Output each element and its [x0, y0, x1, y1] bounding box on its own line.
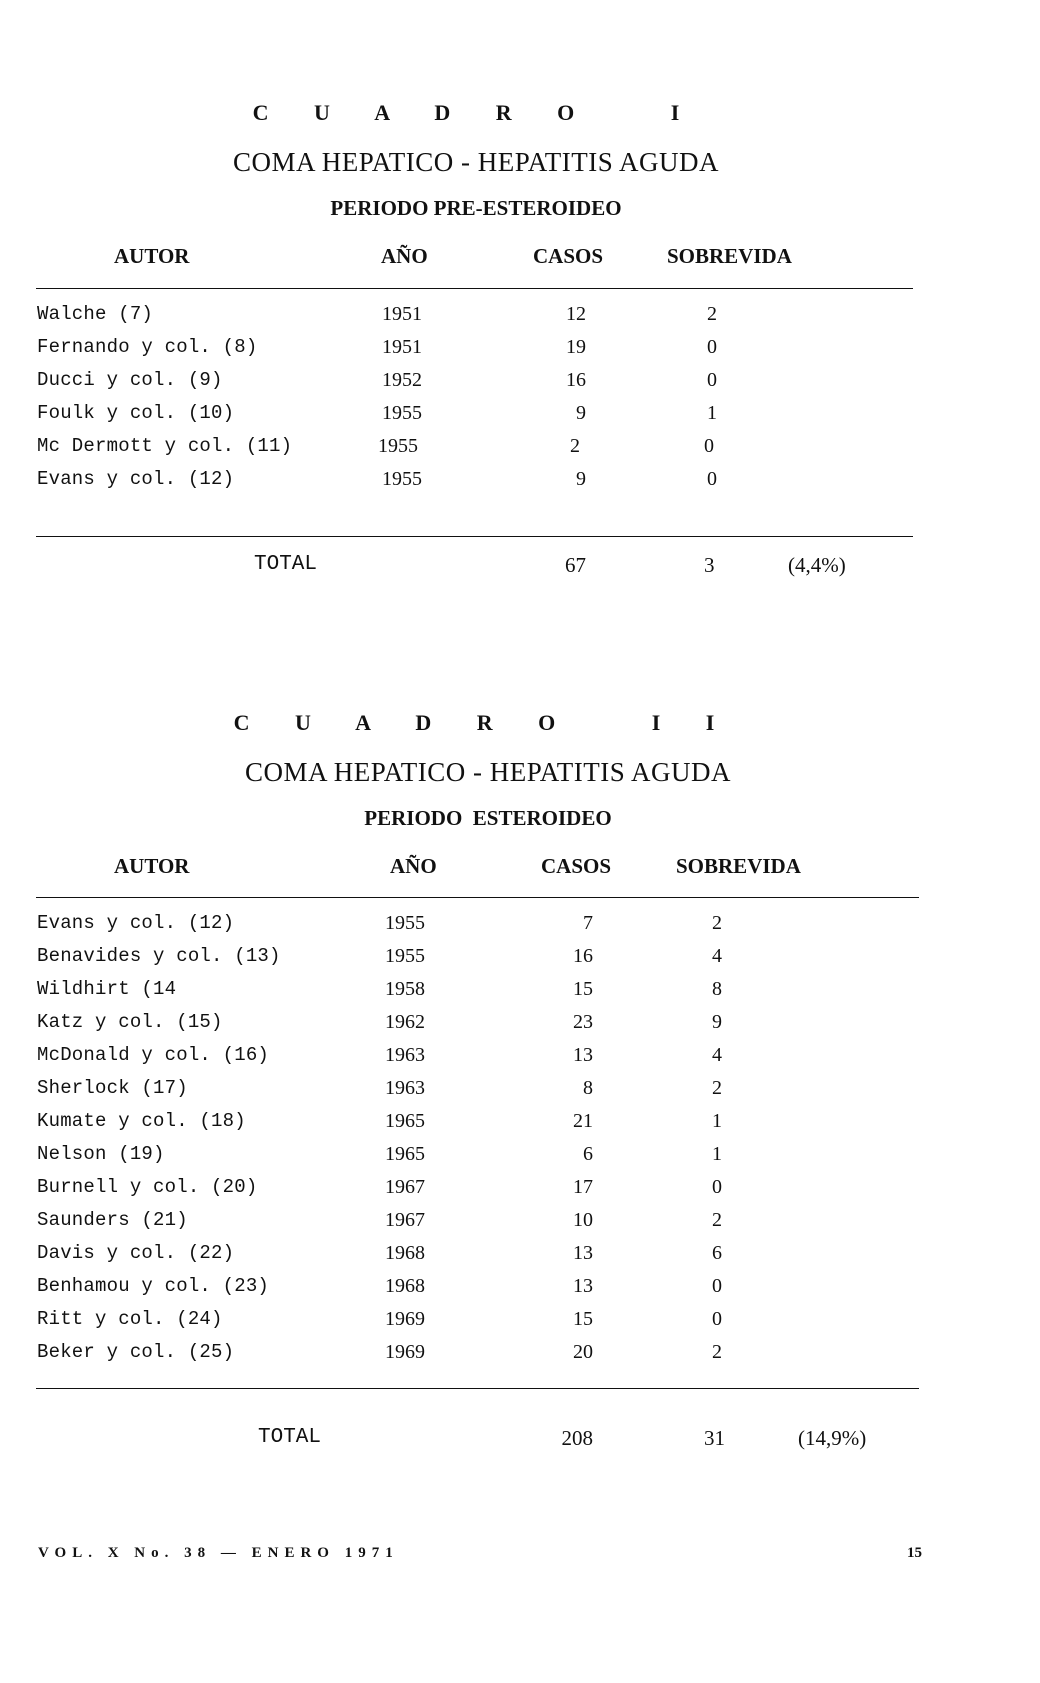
- table-bottom-rule: [36, 1388, 919, 1389]
- table-row: [36, 1044, 916, 1078]
- cell-sobrevida: 0: [712, 1308, 722, 1330]
- total-label: TOTAL: [254, 553, 318, 576]
- table-row: [36, 1341, 916, 1375]
- cuadro-2-heading: C U A D R O I I: [233, 710, 735, 735]
- table-row: [36, 468, 916, 502]
- cell-ano: 1969: [385, 1308, 425, 1330]
- cell-casos: 20: [573, 1341, 593, 1363]
- cell-sobrevida: 8: [712, 978, 722, 1000]
- cell-sobrevida: 0: [707, 336, 717, 358]
- cell-autor: Kumate y col. (18): [37, 1110, 246, 1132]
- cell-sobrevida: 6: [712, 1242, 722, 1264]
- cell-sobrevida: 1: [712, 1143, 722, 1165]
- cell-autor: Walche (7): [37, 303, 154, 325]
- cell-autor: Benavides y col. (13): [37, 945, 281, 967]
- cell-ano: 1955: [385, 912, 425, 934]
- table-top-rule: [36, 288, 913, 289]
- cell-casos: 19: [566, 336, 586, 358]
- cell-sobrevida: 4: [712, 1044, 722, 1066]
- cell-autor: Saunders (21): [37, 1209, 188, 1231]
- table-row: [36, 1209, 916, 1243]
- cell-autor: Evans y col. (12): [37, 468, 235, 490]
- cell-sobrevida: 2: [707, 303, 717, 325]
- cell-autor: Katz y col. (15): [37, 1011, 223, 1033]
- cell-casos: 13: [573, 1242, 593, 1264]
- cell-autor: Foulk y col. (10): [37, 402, 235, 424]
- table-row: [36, 369, 916, 403]
- table-row: [36, 1242, 916, 1276]
- cell-casos: 9: [576, 468, 586, 490]
- cell-ano: 1952: [382, 369, 422, 391]
- table-row: [36, 912, 916, 946]
- cell-ano: 1958: [385, 978, 425, 1000]
- cell-ano: 1955: [385, 945, 425, 967]
- cell-casos: 6: [583, 1143, 593, 1165]
- cell-ano: 1962: [385, 1011, 425, 1033]
- cell-casos: 10: [573, 1209, 593, 1231]
- cell-casos: 21: [573, 1110, 593, 1132]
- cell-ano: 1967: [385, 1209, 425, 1231]
- cell-sobrevida: 0: [704, 435, 714, 457]
- cell-casos: 9: [576, 402, 586, 424]
- cell-ano: 1963: [385, 1044, 425, 1066]
- cell-autor: Burnell y col. (20): [37, 1176, 258, 1198]
- cell-autor: Ducci y col. (9): [37, 369, 223, 391]
- cell-casos: 16: [573, 945, 593, 967]
- table-top-rule: [36, 897, 919, 898]
- cell-sobrevida: 0: [712, 1275, 722, 1297]
- cell-ano: 1951: [382, 303, 422, 325]
- table-row: [36, 1110, 916, 1144]
- cell-casos: 23: [573, 1011, 593, 1033]
- cell-sobrevida: 1: [712, 1110, 722, 1132]
- cell-casos: 2: [570, 435, 580, 457]
- journal-issue: VOL. X No. 38 — ENERO 1971: [38, 1545, 399, 1561]
- cell-ano: 1969: [385, 1341, 425, 1363]
- cell-autor: Evans y col. (12): [37, 912, 235, 934]
- cuadro-1-heading: C U A D R O I: [252, 100, 700, 125]
- cell-autor: Benhamou y col. (23): [37, 1275, 270, 1297]
- col-header-casos: CASOS: [533, 244, 604, 268]
- cell-ano: 1963: [385, 1077, 425, 1099]
- cell-sobrevida: 0: [707, 369, 717, 391]
- cell-casos: 8: [583, 1077, 593, 1099]
- cell-casos: 17: [573, 1176, 593, 1198]
- cell-ano: 1955: [382, 402, 422, 424]
- table-row: [36, 336, 916, 370]
- col-header-casos: CASOS: [541, 854, 612, 878]
- cell-autor: Mc Dermott y col. (11): [37, 435, 293, 457]
- total-sobrevida: 31: [704, 1426, 725, 1450]
- cell-autor: Wildhirt (14: [37, 978, 177, 1000]
- cell-sobrevida: 2: [712, 1077, 722, 1099]
- cuadro-1-subtitle: PERIODO PRE-ESTEROIDEO: [330, 196, 622, 220]
- cell-sobrevida: 0: [712, 1176, 722, 1198]
- cell-casos: 7: [583, 912, 593, 934]
- total-percent: (4,4%): [788, 553, 846, 577]
- cell-ano: 1967: [385, 1176, 425, 1198]
- cell-ano: 1968: [385, 1242, 425, 1264]
- cell-casos: 12: [566, 303, 586, 325]
- cuadro-2-title: COMA HEPATICO - HEPATITIS AGUDA: [244, 757, 732, 787]
- cell-casos: 13: [573, 1044, 593, 1066]
- col-header-sobrevida: SOBREVIDA: [676, 854, 801, 878]
- table-row: [36, 1176, 916, 1210]
- cell-casos: 15: [573, 978, 593, 1000]
- cell-sobrevida: 9: [712, 1011, 722, 1033]
- col-header-autor: AUTOR: [114, 244, 190, 268]
- table-row: [36, 435, 916, 469]
- cell-sobrevida: 4: [712, 945, 722, 967]
- page-number: 15: [907, 1545, 922, 1561]
- table-row: [36, 978, 916, 1012]
- cell-autor: Nelson (19): [37, 1143, 165, 1165]
- cell-ano: 1968: [385, 1275, 425, 1297]
- col-header-ano: AÑO: [381, 244, 428, 268]
- col-header-ano: AÑO: [390, 854, 437, 878]
- cuadro-2-subtitle: PERIODO ESTEROIDEO: [364, 806, 612, 830]
- cell-ano: 1951: [382, 336, 422, 358]
- table-row: [36, 1011, 916, 1045]
- total-casos: 208: [561, 1426, 593, 1450]
- table-row: [36, 945, 916, 979]
- table-row: [36, 402, 916, 436]
- cell-sobrevida: 0: [707, 468, 717, 490]
- cell-sobrevida: 1: [707, 402, 717, 424]
- total-sobrevida: 3: [704, 553, 715, 577]
- table-row: [36, 1308, 916, 1342]
- cell-ano: 1955: [378, 435, 418, 457]
- cell-casos: 13: [573, 1275, 593, 1297]
- cell-autor: Ritt y col. (24): [37, 1308, 223, 1330]
- total-label: TOTAL: [258, 1426, 322, 1449]
- total-percent: (14,9%): [798, 1426, 867, 1450]
- col-header-sobrevida: SOBREVIDA: [667, 244, 792, 268]
- cell-casos: 16: [566, 369, 586, 391]
- cell-autor: Fernando y col. (8): [37, 336, 258, 358]
- col-header-autor: AUTOR: [114, 854, 190, 878]
- cell-sobrevida: 2: [712, 1341, 722, 1363]
- cell-sobrevida: 2: [712, 912, 722, 934]
- cell-autor: Davis y col. (22): [37, 1242, 235, 1264]
- cell-casos: 15: [573, 1308, 593, 1330]
- cell-ano: 1965: [385, 1143, 425, 1165]
- table-row: [36, 1275, 916, 1309]
- table-row: [36, 303, 916, 337]
- table-row: [36, 1143, 916, 1177]
- cell-ano: 1965: [385, 1110, 425, 1132]
- table-row: [36, 1077, 916, 1111]
- table-bottom-rule: [36, 536, 913, 537]
- cell-autor: Sherlock (17): [37, 1077, 188, 1099]
- cell-autor: McDonald y col. (16): [37, 1044, 270, 1066]
- cuadro-1-title: COMA HEPATICO - HEPATITIS AGUDA: [232, 147, 720, 177]
- total-casos: 67: [565, 553, 586, 577]
- cell-sobrevida: 2: [712, 1209, 722, 1231]
- cell-autor: Beker y col. (25): [37, 1341, 235, 1363]
- cell-ano: 1955: [382, 468, 422, 490]
